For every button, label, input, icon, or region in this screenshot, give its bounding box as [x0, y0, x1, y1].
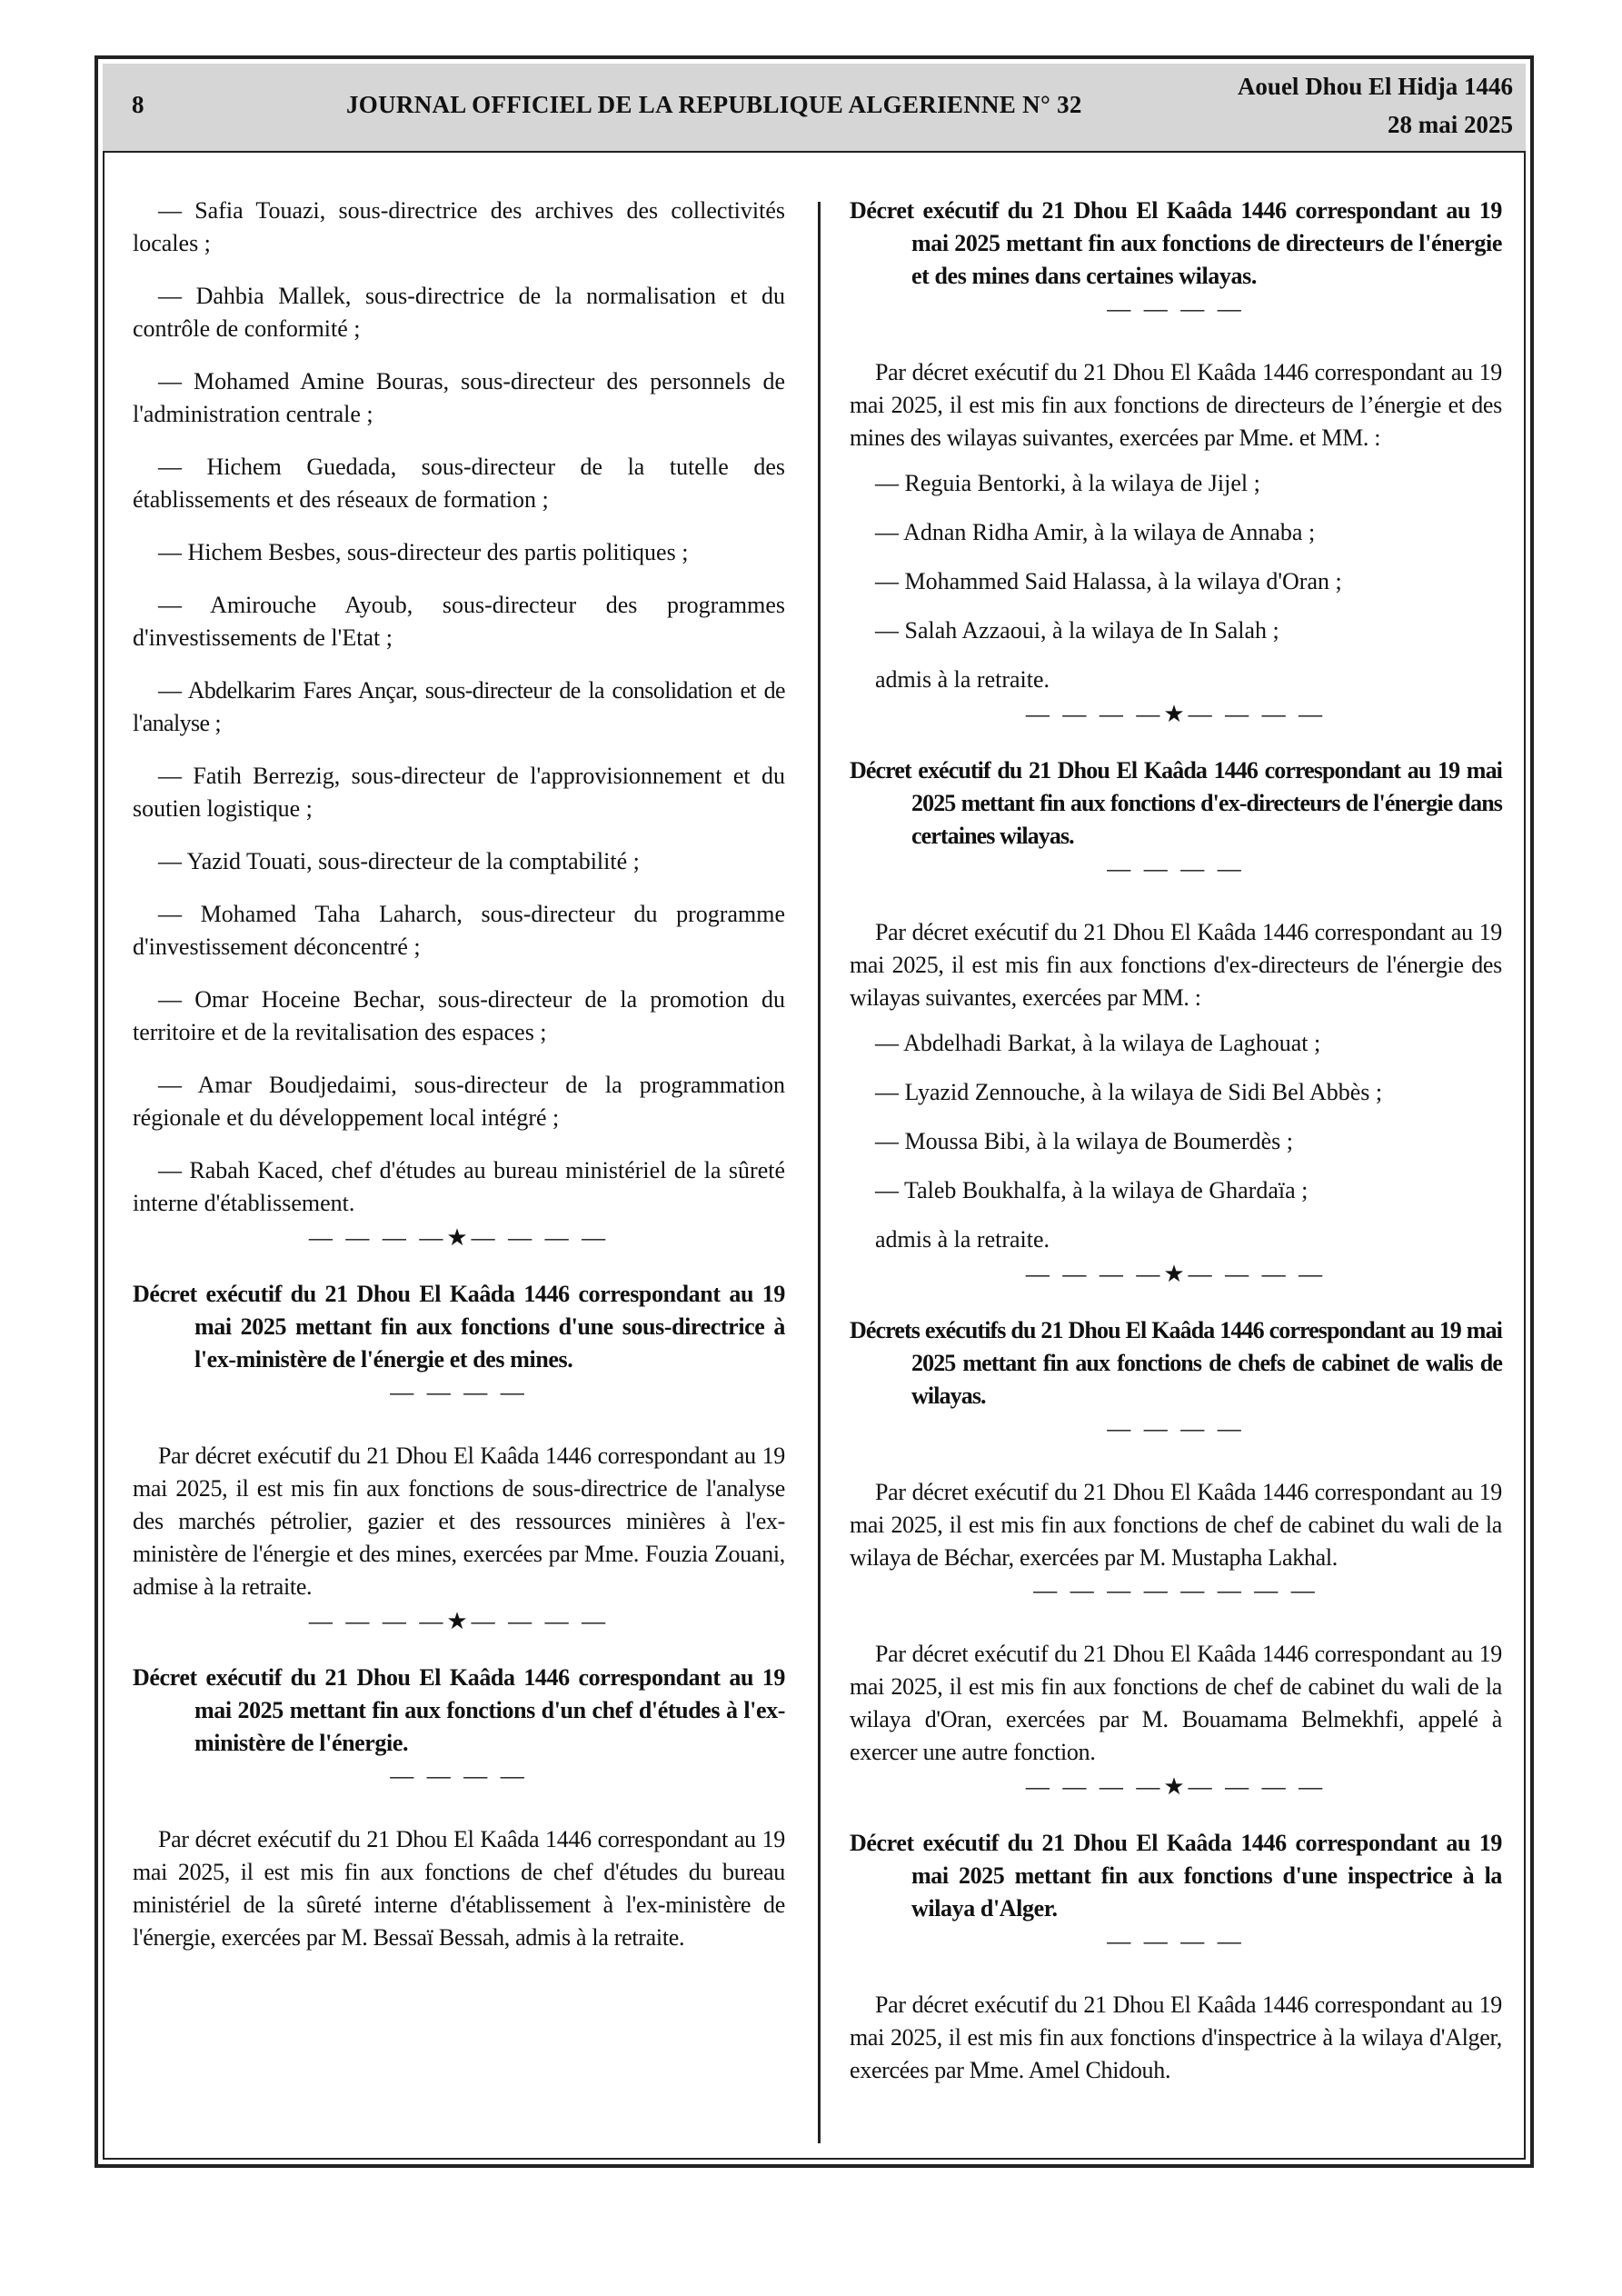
right-column [850, 195, 1502, 2087]
decree-body: Par décret exécutif du 21 Dhou El Kaâda 1446 correspondant au 19 mai 2025, il est mis fin aux fonctions de sous-directrice de l'analyse des marchés pétrolier, gazier et des ressources minières à l'ex-ministère de l'énergie et des mines, exercées par Mme. Fouzia Zouani, admise à la retraite. [133, 1442, 785, 1600]
decree-body: Par décret exécutif du 21 Dhou El Kaâda 1446 correspondant au 19 mai 2025, il est mis fin aux fonctions d'ex-directeurs de l'énergie des wilayas suivantes, exercées par MM. : [850, 919, 1502, 1011]
short-separator: — — — — [390, 1379, 528, 1405]
list-item: — Hichem Besbes, sous-directeur des partis politiques ; [158, 539, 689, 565]
decree-body: Par décret exécutif du 21 Dhou El Kaâda 1446 correspondant au 19 mai 2025, il est mis fin aux fonctions de chef de cabinet du wali de la wilaya d'Oran, exercées par M. Bouamama Belmekhfi, appelé à exercer une autre fonction. [850, 1641, 1502, 1765]
short-separator: — — — — [1107, 855, 1245, 882]
column-divider [818, 202, 821, 2143]
star-separator: — — — —★— — — — [1025, 1261, 1327, 1287]
list-item: — Taleb Boukhalfa, à la wilaya de Ghardaïa ; [875, 1177, 1309, 1203]
star-separator: — — — —★— — — — [1025, 1773, 1327, 1800]
list-item: — Omar Hoceine Bechar, sous-directeur de la promotion du territoire et de la revitalisation des espaces ; [133, 986, 785, 1045]
list-item: — Mohamed Amine Bouras, sous-directeur des personnels de l'administration centrale ; [133, 368, 785, 427]
short-separator: — — — — [1107, 1415, 1245, 1442]
decree-title: Décret exécutif du 21 Dhou El Kaâda 1446 correspondant au 19 mai 2025 mettant fin aux fonctions d'une sous-directrice à l'ex-ministère de l'énergie et des mines. [133, 1281, 785, 1373]
decree-title: Décret exécutif du 21 Dhou El Kaâda 1446 correspondant au 19 mai 2025 mettant fin aux fonctions d'une inspectrice à la wilaya d'Alger. [850, 1830, 1502, 1922]
decree-title: Décret exécutif du 21 Dhou El Kaâda 1446 correspondant au 19 mai 2025 mettant fin aux fonctions d'ex-directeurs de l'énergie dans certaines wilayas. [850, 757, 1502, 849]
journal-title: JOURNAL OFFICIEL DE LA REPUBLIQUE ALGERIENNE N° 32 [346, 91, 1082, 118]
decree-title: Décrets exécutifs du 21 Dhou El Kaâda 1446 correspondant au 19 mai 2025 mettant fin aux fonctions de chefs de cabinet de walis de wilayas. [850, 1317, 1502, 1409]
decree-title: Décret exécutif du 21 Dhou El Kaâda 1446 correspondant au 19 mai 2025 mettant fin aux fonctions de directeurs de l'énergie et des mines dans certaines wilayas. [850, 197, 1502, 289]
list-item: — Hichem Guedada, sous-directeur de la tutelle des établissements et des réseaux de formation ; [133, 454, 785, 513]
decree-body: Par décret exécutif du 21 Dhou El Kaâda 1446 correspondant au 19 mai 2025, il est mis fin aux fonctions d'inspectrice à la wilaya d'Alger, exercées par Mme. Amel Chidouh. [850, 1992, 1502, 2083]
short-separator: — — — — [1107, 1928, 1245, 1954]
list-item: — Salah Azzaoui, à la wilaya de In Salah ; [875, 617, 1279, 644]
long-separator: — — — — — — — — [1033, 1577, 1318, 1603]
short-separator: — — — — [390, 1762, 528, 1789]
decree-body: Par décret exécutif du 21 Dhou El Kaâda 1446 correspondant au 19 mai 2025, il est mis fin aux fonctions de directeurs de l’énergie et des mines des wilayas suivantes, exercées par Mme. et MM. : [850, 359, 1502, 451]
star-separator: — — — —★— — — — [308, 1224, 610, 1251]
gregorian-date: 28 mai 2025 [1388, 111, 1513, 138]
list-item: — Rabah Kaced, chef d'études au bureau ministériel de la sûreté interne d'établissement. [133, 1157, 785, 1216]
short-separator: — — — — [1107, 295, 1245, 322]
star-separator: — — — —★— — — — [308, 1608, 610, 1634]
list-item: — Fatih Berrezig, sous-directeur de l'approvisionnement et du soutien logistique ; [133, 763, 785, 822]
star-separator: — — — —★— — — — [1025, 701, 1327, 727]
list-item: — Moussa Bibi, à la wilaya de Boumerdès ; [875, 1128, 1293, 1154]
list-item: — Dahbia Mallek, sous-directrice de la normalisation et du contrôle de conformité ; [133, 283, 785, 342]
decree-body: Par décret exécutif du 21 Dhou El Kaâda 1446 correspondant au 19 mai 2025, il est mis fin aux fonctions de chef de cabinet du wali de la wilaya de Béchar, exercées par M. Mustapha Lakhal. [850, 1479, 1502, 1571]
decree-body: Par décret exécutif du 21 Dhou El Kaâda 1446 correspondant au 19 mai 2025, il est mis fin aux fonctions de chef d'études du bureau ministériel de la sûreté interne d'établissement à l'ex-ministère de l'énergie, exercées par M. Bessaï Bessah, admis à la retraite. [133, 1826, 785, 1951]
list-item: — Adnan Ridha Amir, à la wilaya de Annaba ; [875, 519, 1316, 545]
decree-title: Décret exécutif du 21 Dhou El Kaâda 1446 correspondant au 19 mai 2025 mettant fin aux fonctions d'un chef d'études à l'ex-ministère de l'énergie. [133, 1664, 785, 1756]
list-item: — Lyazid Zennouche, à la wilaya de Sidi Bel Abbès ; [875, 1079, 1383, 1105]
list-item: — Safia Touazi, sous-directrice des archives des collectivités locales ; [133, 197, 785, 256]
list-item: — Reguia Bentorki, à la wilaya de Jijel ; [875, 470, 1260, 496]
closing-text: admis à la retraite. [875, 1226, 1050, 1253]
list-item: — Yazid Touati, sous-directeur de la comptabilité ; [158, 848, 640, 874]
list-item: — Abdelkarim Fares Ançar, sous-directeur de la consolidation et de l'analyse ; [133, 677, 785, 736]
list-item: — Amirouche Ayoub, sous-directeur des programmes d'investissements de l'Etat ; [133, 592, 785, 651]
journal-header [103, 64, 1526, 153]
list-item: — Amar Boudjedaimi, sous-directeur de la programmation régionale et du développement local intégré ; [133, 1072, 785, 1131]
list-item: — Abdelhadi Barkat, à la wilaya de Laghouat ; [875, 1030, 1321, 1056]
hijri-date: Aouel Dhou El Hidja 1446 [1237, 73, 1513, 100]
list-item: — Mohamed Taha Laharch, sous-directeur du programme d'investissement déconcentré ; [133, 901, 785, 960]
list-item: — Mohammed Said Halassa, à la wilaya d'Oran ; [875, 568, 1342, 594]
left-column [133, 195, 785, 1954]
page-number: 8 [132, 91, 144, 118]
closing-text: admis à la retraite. [875, 666, 1050, 693]
